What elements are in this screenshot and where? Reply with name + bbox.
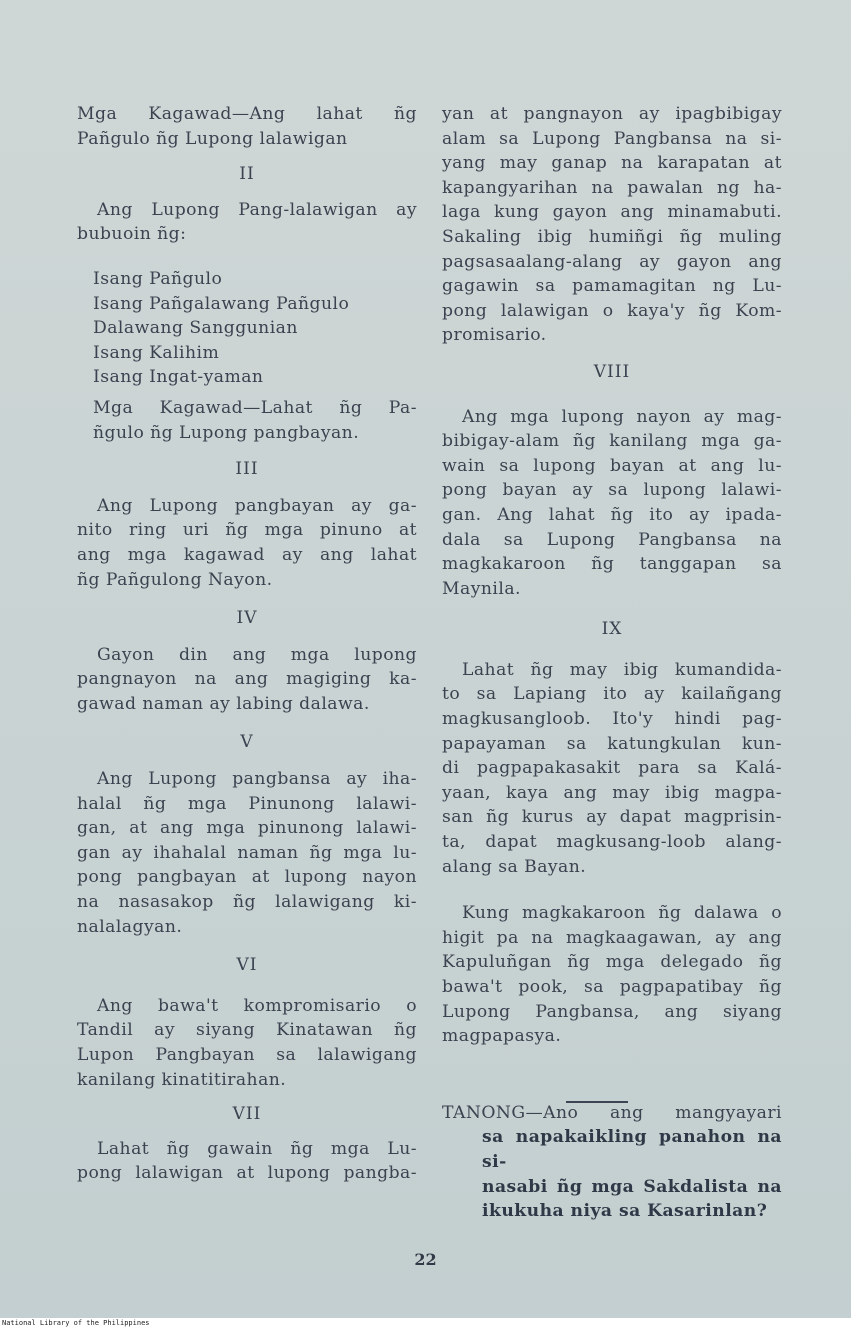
- text-line: dala sa Lupong Pangbansa na: [442, 529, 782, 550]
- text-line: Gayon din ang mga lupong: [97, 644, 417, 665]
- section-heading: V: [240, 732, 254, 753]
- text-line: promisario.: [442, 325, 547, 346]
- text-line: yaan, kaya ang may ibig magpa-: [442, 782, 782, 803]
- horizontal-rule: [566, 1101, 628, 1103]
- text-line: gan, at ang mga pinunong lalawi-: [77, 818, 417, 839]
- text-line: Kapuluñgan ñg mga delegado ñg: [442, 952, 782, 973]
- text-line: pong bayan ay sa lupong lalawi-: [442, 480, 782, 501]
- section-heading: IX: [601, 619, 623, 640]
- text-line: Lupon Pangbayan sa lalawigang: [77, 1045, 417, 1065]
- text-line: to sa Lapiang ito ay kailañgang: [442, 684, 782, 705]
- text-line: Pañgulo ñg Lupong lalawigan: [77, 128, 348, 149]
- text-line: bawa't pook, sa pagpapatibay ñg: [442, 977, 782, 997]
- officer-list: [77, 267, 417, 390]
- paragraph: [77, 494, 417, 592]
- paragraph: [77, 767, 417, 939]
- paragraph: [442, 658, 782, 879]
- section-heading: VI: [236, 955, 258, 976]
- list-item: Isang Pañgulo: [93, 268, 223, 289]
- text-line: gagawin sa pamamagitan ng Lu-: [442, 276, 782, 297]
- text-line: yang may ganap na karapatan at: [442, 153, 782, 174]
- footer-credit: National Library of the Philippines: [0, 1318, 851, 1328]
- text-line: ta, dapat magkusang-loob alang-: [442, 832, 782, 853]
- paragraph: [77, 643, 417, 717]
- text-line: Lahat ñg gawain ñg mga Lu-: [97, 1138, 417, 1159]
- text-line: gawad naman ay labing dalawa.: [77, 693, 370, 714]
- text-line: Ang Lupong pangbayan ay ga-: [97, 495, 417, 516]
- section-heading: II: [239, 164, 255, 185]
- text-line: ñg Pañgulong Nayon.: [77, 569, 273, 590]
- list-item: Isang Pañgalawang Pañgulo: [93, 293, 350, 314]
- text-line: higit pa na magkaagawan, ay ang: [442, 927, 782, 948]
- text-line: ang mga kagawad ay ang lahat: [77, 544, 417, 565]
- text-line: laga kung gayon ang minamabuti.: [442, 202, 782, 223]
- text-line: Mga Kagawad—Lahat ñg Pa-: [93, 397, 417, 418]
- text-line: magkusangloob. Ito'y hindi pag-: [442, 709, 782, 730]
- text-line: di pagpapakasakit para sa Kalá-: [442, 758, 782, 779]
- text-line: nasabi ñg mga Sakdalista na: [482, 1176, 782, 1197]
- text-line: nalalagyan.: [77, 916, 183, 937]
- text-line: bibigay-alam ñg kanilang mga ga-: [442, 431, 782, 452]
- left-column: [77, 92, 417, 1186]
- paragraph: [442, 102, 782, 348]
- text-line: Mga Kagawad—Ang lahat ñg: [77, 104, 417, 124]
- text-line: pong pangbayan at lupong nayon: [77, 867, 417, 888]
- paragraph: [442, 901, 782, 1049]
- text-line: pangnayon na ang magiging ka-: [77, 669, 417, 690]
- text-line: pagsasaalang-alang ay gayon ang: [442, 251, 782, 272]
- text-line: Tandil ay siyang Kinatawan ñg: [77, 1020, 417, 1041]
- text-line: Ang mga lupong nayon ay mag-: [462, 406, 782, 427]
- paragraph: [77, 1137, 417, 1186]
- text-line: alam sa Lupong Pangbansa na si-: [442, 128, 782, 149]
- text-line: pong lalawigan o kaya'y ñg Kom-: [442, 300, 782, 321]
- paragraph: [77, 994, 417, 1092]
- text-line: wain sa lupong bayan at ang lu-: [442, 455, 782, 476]
- text-line: halal ñg mga Pinunong lalawi-: [77, 793, 417, 814]
- text-line: Lahat ñg may ibig kumandida-: [462, 659, 782, 680]
- text-line: pong lalawigan at lupong pangba-: [77, 1163, 417, 1184]
- question-paragraph: [442, 1101, 782, 1224]
- text-line: alang sa Bayan.: [442, 856, 587, 877]
- text-line: magkakaroon ñg tanggapan sa: [442, 554, 782, 575]
- text-line: ñgulo ñg Lupong pangbayan.: [93, 422, 360, 443]
- text-line: na nasasakop ñg lalawigang ki-: [77, 892, 417, 913]
- text-line: Maynila.: [442, 578, 521, 599]
- text-line: Kung magkakaroon ñg dalawa o: [462, 903, 782, 924]
- text-line: TANONG—Ano ang mangyayari: [442, 1102, 782, 1123]
- text-line: yan at pangnayon ay ipagbibigay: [442, 104, 782, 124]
- list-item: Isang Ingat-yaman: [93, 367, 264, 388]
- list-item: Isang Kalihim: [93, 342, 220, 363]
- text-line: nito ring uri ñg mga pinuno at: [77, 520, 417, 541]
- text-line: Ang Lupong pangbansa ay iha-: [97, 769, 417, 790]
- text-line: sa napakaikling panahon na si-: [482, 1127, 782, 1172]
- text-line: kapangyarihan na pawalan ng ha-: [442, 177, 782, 198]
- text-line: kanilang kinatitirahan.: [77, 1069, 287, 1090]
- section-heading: VIII: [593, 361, 631, 382]
- text-line: papayaman sa katungkulan kun-: [442, 733, 782, 754]
- text-line: Ang bawa't kompromisario o: [97, 995, 417, 1016]
- paragraph: [77, 396, 417, 445]
- text-line: bubuoin ñg:: [77, 224, 187, 245]
- section-heading: IV: [236, 608, 258, 629]
- text-line: gan ay ihahalal naman ñg mga lu-: [77, 842, 417, 863]
- text-line: Lupong Pangbansa, ang siyang: [442, 1001, 782, 1022]
- text-line: san ñg kurus ay dapat magprisin-: [442, 807, 782, 828]
- right-column: [442, 92, 782, 1224]
- paragraph: [442, 405, 782, 602]
- list-item: Dalawang Sanggunian: [93, 318, 298, 339]
- section-heading: VII: [232, 1104, 262, 1125]
- paragraph: [77, 198, 417, 247]
- text-line: gan. Ang lahat ñg ito ay ipada-: [442, 504, 782, 525]
- text-line: ikukuha niya sa Kasarinlan?: [482, 1201, 768, 1222]
- section-heading: III: [235, 459, 259, 480]
- text-line: Ang Lupong Pang-lalawigan ay: [97, 199, 417, 220]
- text-line: Sakaling ibig humiñgi ñg muling: [442, 226, 782, 247]
- paragraph: [77, 102, 417, 151]
- text-line: magpapasya.: [442, 1026, 562, 1047]
- page-number: 22: [414, 1250, 437, 1269]
